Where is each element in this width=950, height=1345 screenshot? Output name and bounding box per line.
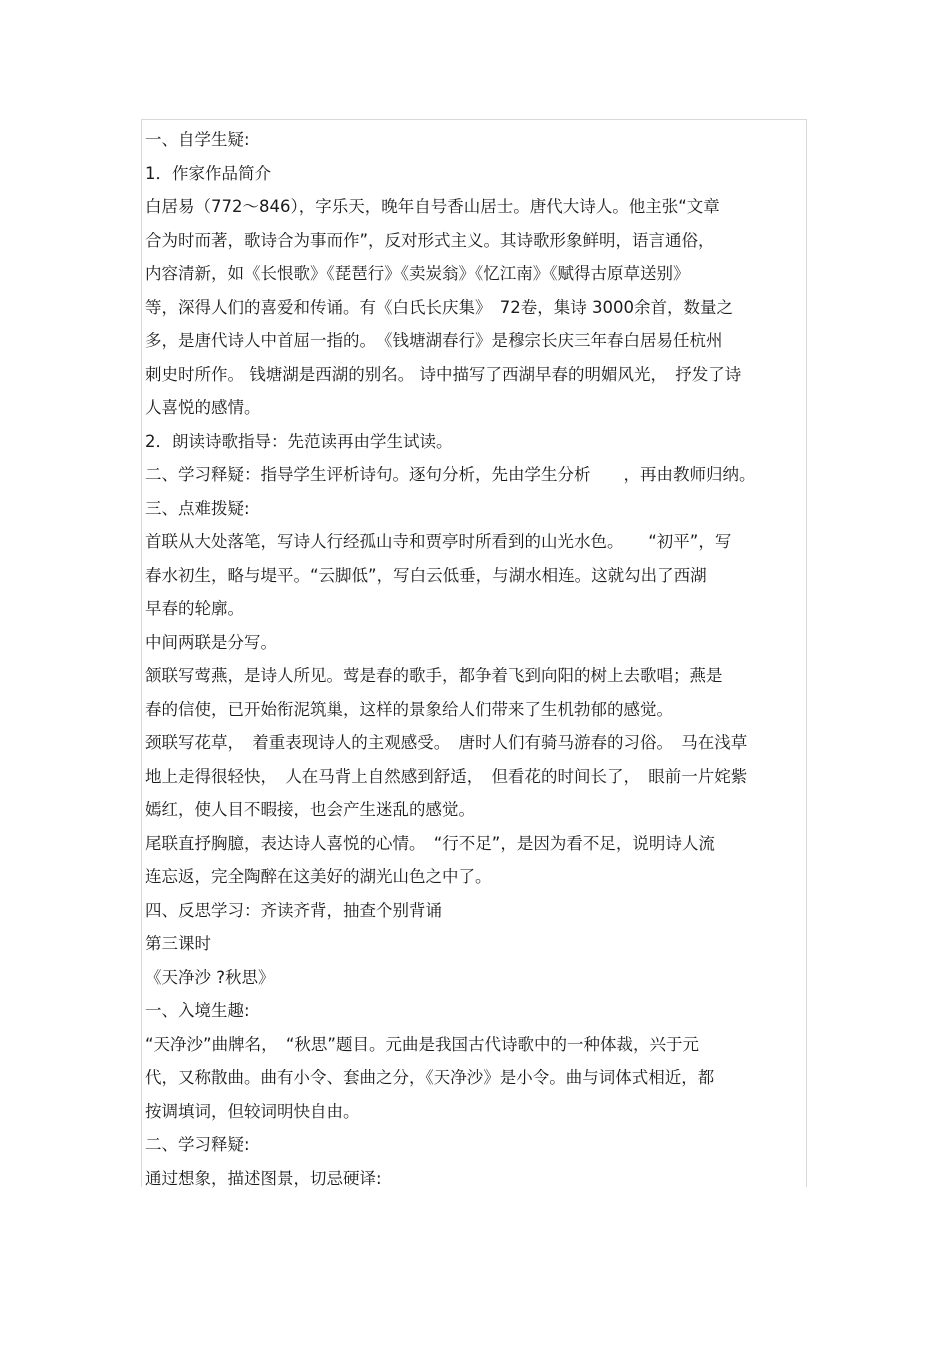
paragraph-line: 中间两联是分写。: [145, 632, 277, 652]
paragraph-line: 白居易（772～846），字乐天，晚年自号香山居士。唐代大诗人。他主张“文章: [145, 197, 720, 216]
heading-third-lesson: 第三课时: [145, 934, 211, 953]
paragraph-line: 代，又称散曲。曲有小令、套曲之分，《天净沙》是小令。曲与词体式相近，都: [145, 1068, 715, 1087]
paragraph-line: 尾联直抒胸臆，表达诗人喜悦的心情。 “行不足”，是因为看不足，说明诗人流: [145, 833, 715, 853]
paragraph-line: 春的信使，已开始衔泥筑巢，这样的景象给人们带来了生机勃郁的感觉。: [145, 699, 673, 719]
paragraph-line: 合为时而著，歌诗合为事而作”，反对形式主义。其诗歌形象鲜明，语言通俗，: [145, 230, 715, 250]
paragraph-line: 颔联写莺燕，是诗人所见。莺是春的歌手，都争着飞到向阳的树上去歌唱；燕是: [145, 666, 723, 685]
heading-study-clarify: 二、学习释疑：指导学生评析诗句。逐句分析，先由学生分析 ，再由教师归纳。: [145, 465, 756, 484]
heading-difficulty: 三、点难拨疑:: [145, 498, 250, 518]
paragraph-line: 首联从大处落笔，写诗人行经孤山寺和贾亭时所看到的山光水色。 “初平”，写: [145, 532, 732, 551]
paragraph-line: 地上走得很轻快， 人在马背上自然感到舒适， 但看花的时间长了， 眼前一片姹紫: [145, 766, 748, 786]
paragraph-line: 嫣红，使人目不暇接，也会产生迷乱的感觉。: [145, 800, 475, 819]
heading-study-clarify-2: 二、学习释疑:: [145, 1135, 250, 1154]
poem-title: 《天净沙 ?秋思》: [145, 967, 275, 987]
paragraph-line: 早春的轮廓。: [145, 599, 244, 618]
document-body: [145, 123, 805, 1195]
paragraph-line: 多，是唐代诗人中首屈一指的。 《钱塘湖春行》是穆宗长庆三年春白居易任杭州: [145, 331, 723, 350]
heading-reflection: 四、反思学习：齐读齐背，抽查个别背诵: [145, 900, 442, 920]
subheading-author-intro: 1．作家作品简介: [145, 163, 271, 183]
paragraph-line: 春水初生，略与堤平。“云脚低”，写白云低垂，与湖水相连。这就勾出了西湖: [145, 565, 707, 585]
paragraph-line: 连忘返，完全陶醉在这美好的湖光山色之中了。: [145, 867, 492, 886]
paragraph-line: 颈联写花草， 着重表现诗人的主观感受。 唐时人们有骑马游春的习俗。 马在浅草: [145, 733, 748, 752]
paragraph-line: 等，深得人们的喜爱和传诵。有《白氏长庆集》 72卷，集诗 3000余首，数量之: [145, 297, 733, 317]
paragraph-line: 人喜悦的感情。: [145, 398, 261, 417]
paragraph-line: 通过想象，描述图景，切忌硬译:: [145, 1168, 382, 1188]
paragraph-line: 刺史时所作。 钱塘湖是西湖的别名。 诗中描写了西湖早春的明媚风光， 抒发了诗: [145, 364, 742, 384]
paragraph-line: 内容清新，如《长恨歌》《琵琶行》《卖炭翁》《忆江南》《赋得古原草送别》: [145, 264, 690, 283]
paragraph-line: “天净沙”曲牌名， “秋思”题目。元曲是我国古代诗歌中的一种体裁，兴于元: [145, 1034, 699, 1054]
subheading-reading-guide: 2．朗读诗歌指导：先范读再由学生试读。: [145, 431, 453, 451]
heading-self-study: 一、自学生疑:: [145, 130, 250, 149]
heading-introduction: 一、入境生趣:: [145, 1001, 250, 1020]
paragraph-line: 按调填词，但较词明快自由。: [145, 1101, 360, 1121]
